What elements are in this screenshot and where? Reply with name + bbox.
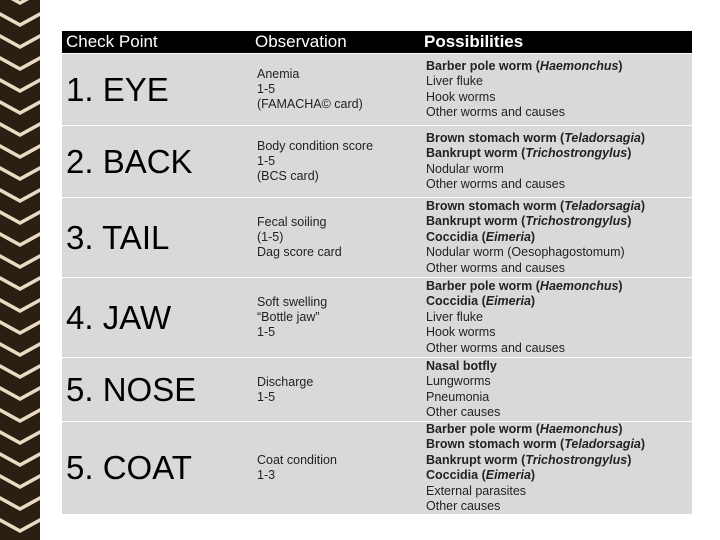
possibility-text: ) [618, 422, 623, 436]
possibility-item [426, 468, 692, 483]
zigzag-stroke [0, 518, 40, 533]
possibility-text: Barber pole worm ( [426, 58, 540, 73]
possibility-item [426, 214, 692, 229]
observation-cell [251, 54, 420, 126]
zigzag-stroke [0, 386, 40, 401]
possibility-text: Coccidia ( [426, 229, 486, 244]
zigzag-stroke [0, 254, 40, 269]
scientific-name: Trichostrongylus [525, 214, 628, 229]
table-header-row [62, 31, 692, 54]
zigzag-stroke [0, 100, 40, 115]
scientific-name: Teladorsagia [564, 130, 641, 145]
zigzag-stroke [0, 298, 40, 313]
possibilities-cell [420, 358, 692, 422]
possibility-text: Nodular worm (Oesophagostomum) [426, 245, 625, 260]
possibility-item [426, 310, 692, 325]
possibility-text: ) [618, 58, 623, 73]
table-row [62, 422, 692, 515]
zigzag-stroke [0, 408, 40, 423]
possibility-item [426, 146, 692, 161]
possibility-text: ) [530, 229, 536, 244]
possibilities-cell [420, 422, 692, 515]
possibility-text: Nasal botfly [426, 358, 497, 373]
possibility-text: ) [640, 437, 646, 452]
observation-line: “Bottle jaw” [257, 310, 320, 324]
possibility-item [426, 374, 692, 389]
possibility-item [426, 261, 692, 276]
possibility-item [426, 437, 692, 452]
scientific-name: Trichostrongylus [525, 452, 628, 467]
possibility-text: ) [627, 146, 632, 161]
possibility-item [426, 245, 692, 260]
observation-line: (1-5) [257, 230, 284, 244]
possibility-item [426, 74, 692, 89]
possibility-text: ) [640, 130, 646, 145]
possibility-text: Brown stomach worm ( [426, 130, 565, 145]
possibility-text: Hook worms [426, 89, 496, 104]
possibility-text: Barber pole worm ( [426, 278, 540, 293]
observation-line: Coat condition [257, 453, 337, 468]
scientific-name: Eimeria [485, 294, 531, 309]
table-row [62, 198, 692, 278]
check-point-cell: 5. COAT [62, 422, 251, 515]
possibility-item [426, 59, 692, 74]
zigzag-stroke [0, 0, 40, 5]
observation-line: Dag score card [257, 245, 342, 259]
zigzag-stroke [0, 452, 40, 467]
possibility-text: Bankrupt worm ( [426, 214, 526, 229]
check-point-table [62, 31, 692, 514]
observation-line: 1-3 [257, 468, 276, 483]
possibility-item [426, 453, 692, 468]
possibility-item [426, 230, 692, 245]
scientific-name: Eimeria [485, 468, 531, 483]
possibility-text: Barber pole worm ( [426, 422, 540, 436]
possibility-item [426, 162, 692, 177]
possibility-text: ) [618, 278, 623, 293]
possibility-item [426, 341, 692, 356]
scientific-name: Trichostrongylus [525, 146, 628, 161]
possibility-item [426, 105, 692, 120]
table-row [62, 358, 692, 422]
zigzag-stroke [0, 342, 40, 357]
possibility-text: Other worms and causes [426, 104, 565, 119]
observation-cell [251, 126, 420, 198]
zigzag-stroke [0, 320, 40, 335]
zigzag-stroke [0, 232, 40, 247]
possibility-text: Hook worms [426, 325, 496, 340]
possibility-item [426, 90, 692, 105]
possibility-text: Other worms and causes [426, 176, 565, 191]
scientific-name: Teladorsagia [564, 198, 641, 213]
possibility-text: Pneumonia [426, 389, 490, 404]
possibility-item [426, 484, 692, 499]
check-point-cell: 3. TAIL [62, 198, 251, 278]
possibilities-cell [420, 278, 692, 358]
possibility-text: Brown stomach worm ( [426, 198, 565, 213]
possibility-text: ) [530, 294, 536, 309]
observation-line: (BCS card) [257, 169, 319, 183]
scientific-name: Haemonchus [539, 58, 619, 73]
possibilities-cell [420, 126, 692, 198]
possibility-text: Coccidia ( [426, 294, 486, 309]
possibilities-cell [420, 198, 692, 278]
zigzag-stroke [0, 144, 40, 159]
possibility-text: ) [627, 214, 632, 229]
possibility-text: External parasites [426, 483, 527, 498]
possibility-item [426, 199, 692, 214]
possibility-item [426, 294, 692, 309]
header-observation: Observation [251, 31, 420, 54]
decorative-stripe [0, 0, 40, 540]
possibility-item [426, 499, 692, 514]
zigzag-pattern-icon [0, 0, 40, 540]
zigzag-stroke [0, 474, 40, 489]
observation-cell [251, 358, 420, 422]
observation-line: 1-5 [257, 389, 276, 404]
possibility-text: ) [640, 198, 646, 213]
scientific-name: Eimeria [485, 229, 531, 244]
check-point-cell: 1. EYE [62, 54, 251, 126]
zigzag-stroke [0, 210, 40, 225]
possibility-text: ) [627, 452, 632, 467]
possibility-item [426, 422, 692, 437]
observation-line: 1-5 [257, 154, 276, 168]
observation-cell [251, 278, 420, 358]
possibility-item [426, 325, 692, 340]
zigzag-stroke [0, 496, 40, 511]
possibility-text: Bankrupt worm ( [426, 146, 526, 161]
zigzag-stroke [0, 34, 40, 49]
zigzag-stroke [0, 364, 40, 379]
possibility-item [426, 131, 692, 146]
possibility-text: Liver fluke [426, 309, 483, 324]
possibility-item [426, 279, 692, 294]
possibility-text: ) [530, 468, 536, 483]
observation-line: Discharge [257, 374, 314, 389]
possibility-item [426, 390, 692, 405]
observation-cell [251, 422, 420, 515]
possibility-item [426, 405, 692, 420]
possibility-text: Other causes [426, 404, 501, 419]
observation-line: (FAMACHA© card) [257, 97, 363, 111]
scientific-name: Haemonchus [539, 278, 619, 293]
zigzag-stroke [0, 276, 40, 291]
possibility-text: Liver fluke [426, 74, 483, 89]
zigzag-stroke [0, 78, 40, 93]
table-row [62, 278, 692, 358]
possibilities-cell [420, 54, 692, 126]
possibility-item [426, 177, 692, 192]
check-point-cell: 5. NOSE [62, 358, 251, 422]
possibility-text: Nodular worm [426, 161, 504, 176]
header-check-point: Check Point [62, 31, 251, 54]
observation-line: Fecal soiling [257, 215, 327, 229]
zigzag-stroke [0, 166, 40, 181]
observation-line: 1-5 [257, 325, 276, 339]
zigzag-stroke [0, 12, 40, 27]
zigzag-stroke [0, 188, 40, 203]
possibility-text: Brown stomach worm ( [426, 437, 565, 452]
zigzag-stroke [0, 56, 40, 71]
possibility-text: Coccidia ( [426, 468, 486, 483]
header-possibilities: Possibilities [420, 31, 692, 54]
observation-line: Anemia [257, 67, 300, 81]
scientific-name: Haemonchus [539, 422, 619, 436]
possibility-text: Other worms and causes [426, 260, 565, 275]
possibility-text: Lungworms [426, 374, 491, 389]
check-point-cell: 4. JAW [62, 278, 251, 358]
check-point-cell: 2. BACK [62, 126, 251, 198]
table-body [62, 54, 692, 515]
zigzag-stroke [0, 122, 40, 137]
observation-line: Soft swelling [257, 295, 328, 309]
scientific-name: Teladorsagia [564, 437, 641, 452]
possibility-item [426, 359, 692, 374]
possibility-text: Bankrupt worm ( [426, 452, 526, 467]
observation-line: Body condition score [257, 139, 374, 153]
zigzag-stroke [0, 430, 40, 445]
possibility-text: Other causes [426, 499, 501, 514]
observation-line: 1-5 [257, 82, 276, 96]
possibility-text: Other worms and causes [426, 340, 565, 355]
table-row [62, 54, 692, 126]
table-row [62, 126, 692, 198]
observation-cell [251, 198, 420, 278]
